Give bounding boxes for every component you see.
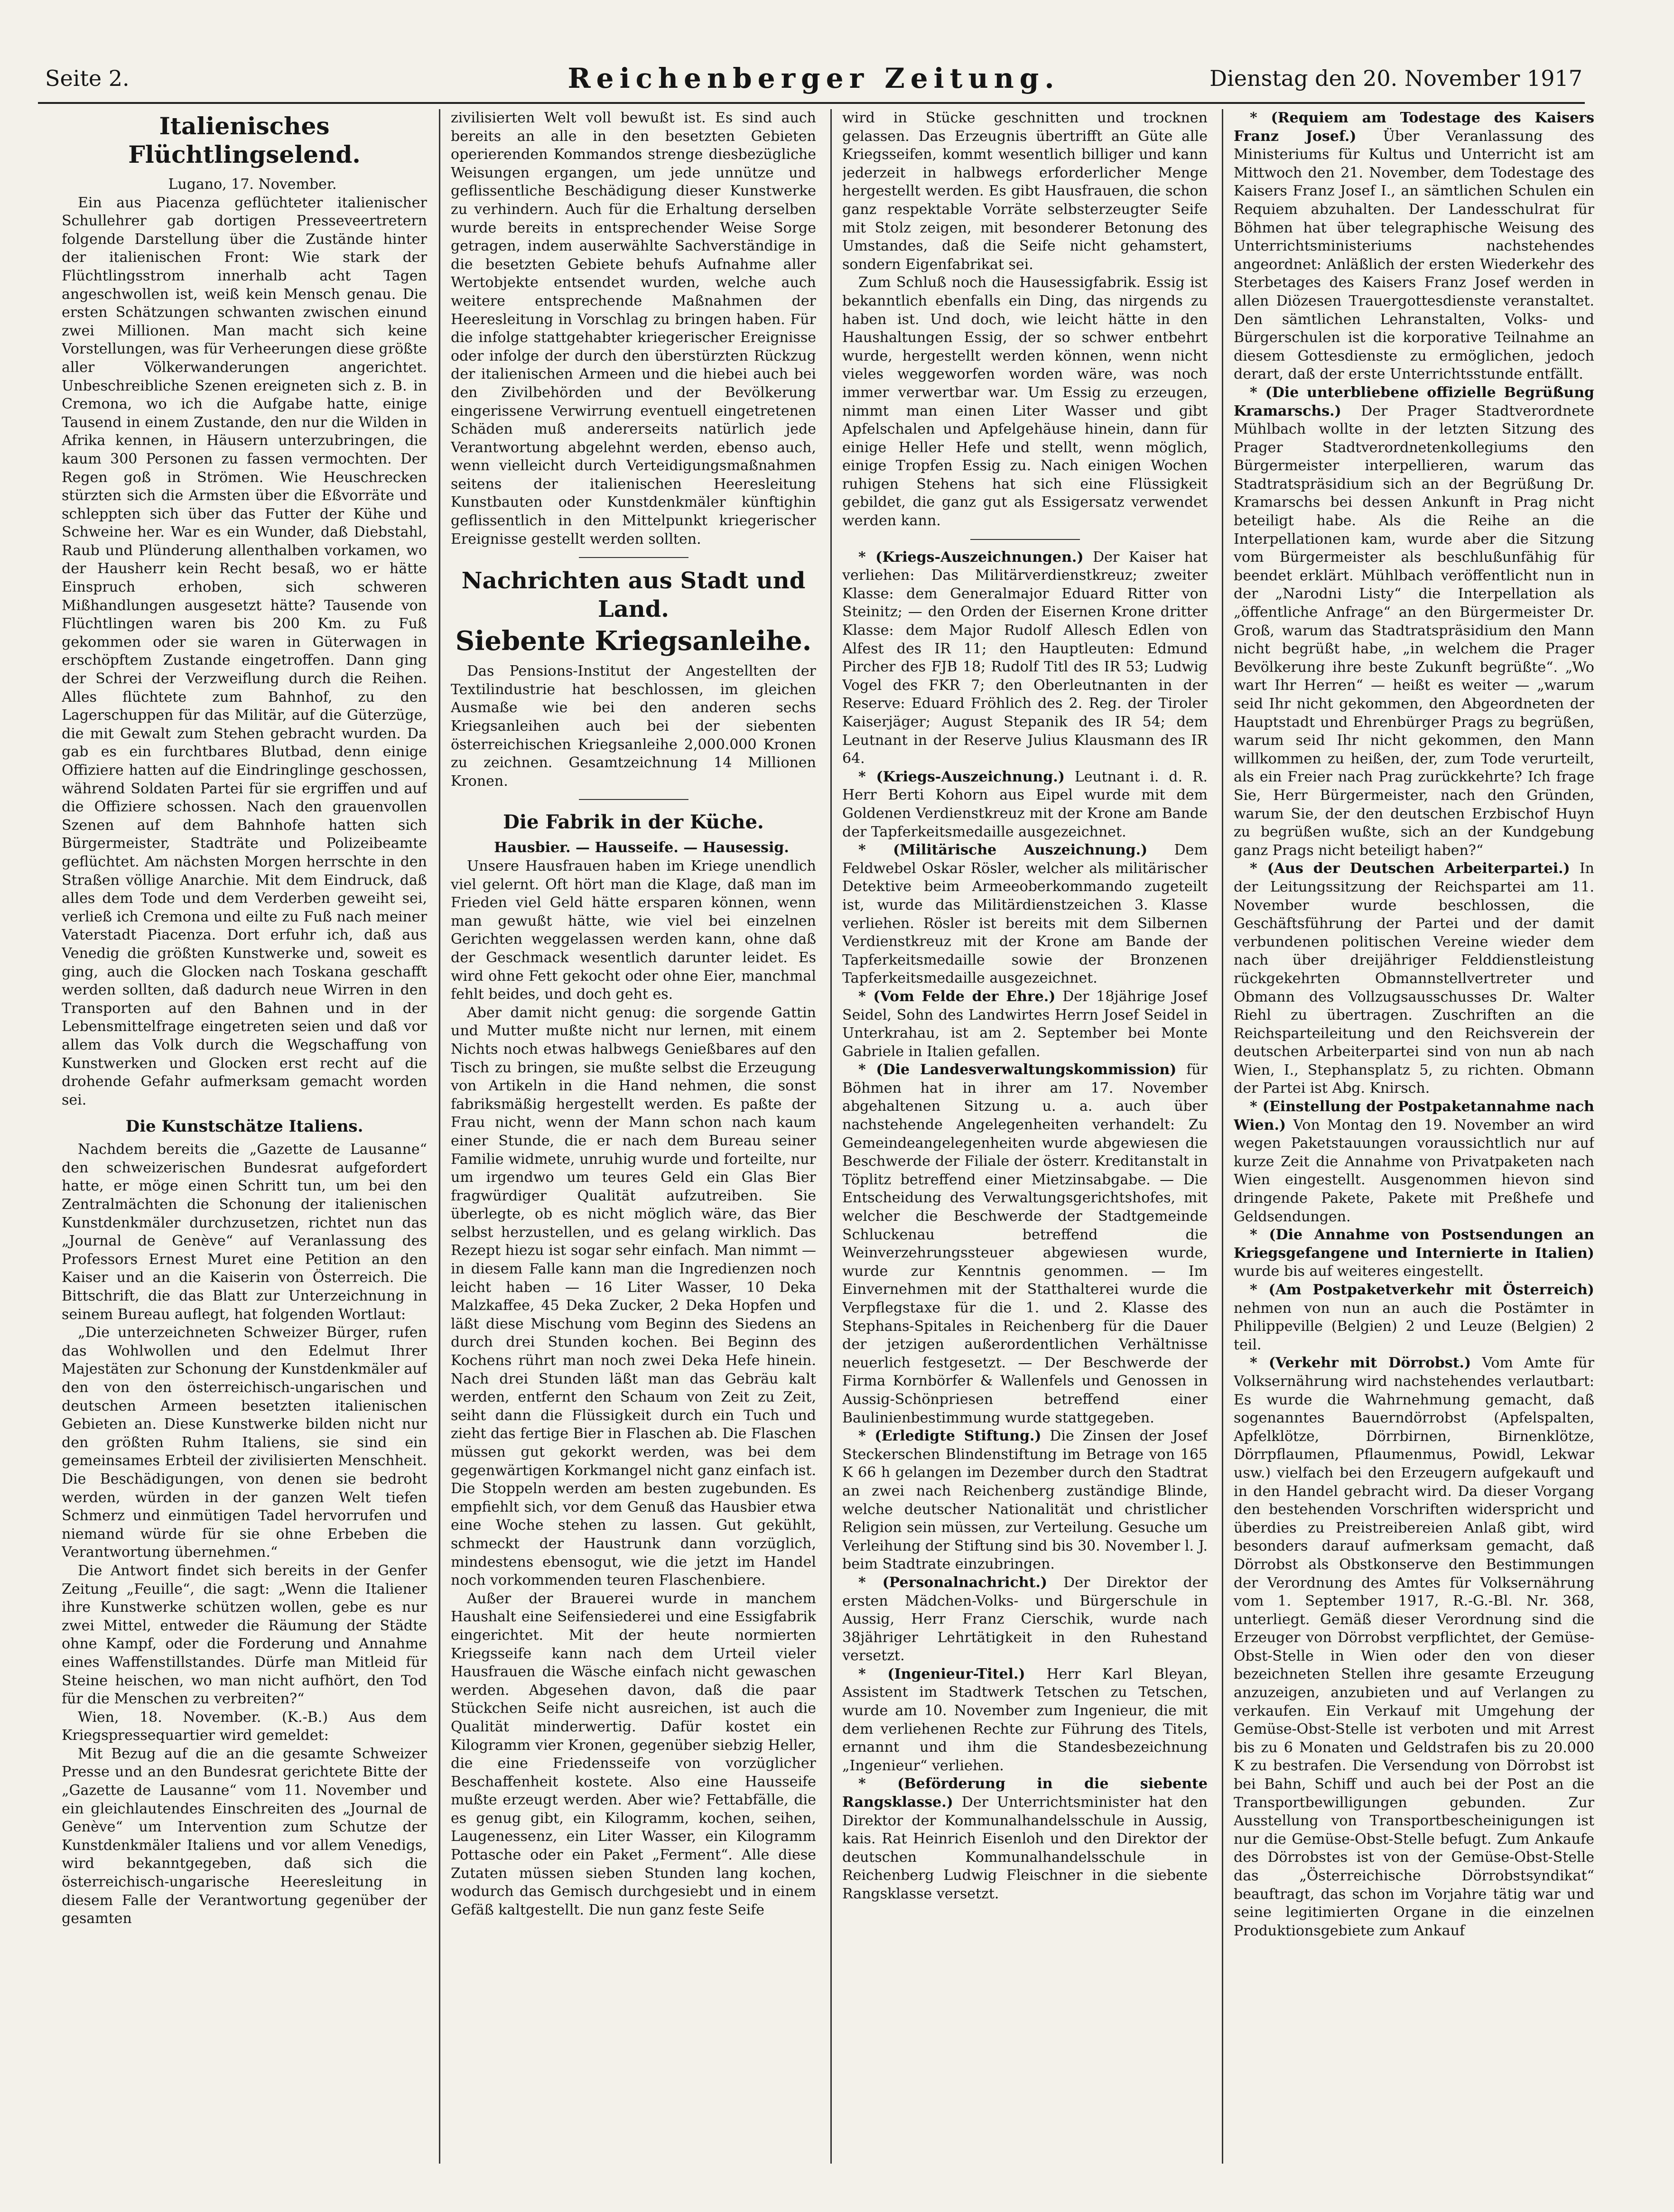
article-paragraph: Mit Bezug auf die an die gesamte Schweizer Presse und an den Bundesrat gerichtete Bitte der „Gazette de Lausanne“ vom 11. November und ein gleichlautendes Einschreiten des „Journal de Genève“ um Intervention zum Schutze der Kunstdenkmäler Italiens und vor allem Venedigs, wird bekanntgegeben, daß sich die österreichisch-ungarische Heeresleitung in diesem Falle der Verantwortung gegenüber der gesamten <box>62 1745 427 1927</box>
column-divider <box>1222 109 1223 2164</box>
news-item <box>842 1665 1208 1775</box>
news-item-text: Dem Feldwebel Oskar Rösler, welcher als militärischer Detektive beim Armeeoberkommando zugeteilt ist, wurde das Militärdienstzeichen 3. Klasse verliehen. Rösler ist bereits mit dem Silbernen Verdienstkreuz mit der Krone am Bande der Tapferkeitsmedaille sowie der Bronzenen Tapferkeitsmedaille ausgezeichnet. <box>842 842 1208 987</box>
news-item-text: Der Kaiser hat verliehen: Das Militärverdienstkreuz; zweiter Klasse: dem Generalmajor Eduard Ritter von Steinitz; — den Orden der Eisernen Krone dritter Klasse: dem Major Rudolf Allesch Edlen von Alfest des IR 11; den Hauptleuten: Edmund Pircher des FJB 18; Rudolf Titl des IR 53; Ludwig Vogel des FKR 7; den Oberleutnanten in der Reserve: Eduard Fröhlich des 2. Reg. der Tiroler Kaiserjäger; August Stepanik des IR 54; dem Leutnant in der Reserve Julius Klausmann des IR 64. <box>842 548 1208 767</box>
news-item-title: * (Personalnachricht.) <box>858 1574 1048 1591</box>
column-2 <box>451 109 816 2178</box>
article-paragraph: Zum Schluß noch die Hausessigfabrik. Essig ist bekanntlich ebenfalls ein Ding, das nirgends zu haben ist. Und doch, wie leicht hätte in den Haushaltungen Essig, der so schwer entbehrt wurde, hergestellt werden können, wenn nicht vieles weggeworfen worden wäre, was noch immer verwertbar war. Um Essig zu erzeugen, nimmt man einen Liter Wasser und gibt Apfelschalen und Apfelgehäuse hinein, dann für einige Heller Hefe und stellt, wenn möglich, einige Tropfen Essig zu. Nach einigen Wochen ruhigen Stehens hat sich eine Flüssigkeit gebildet, die ganz gut als Essigersatz verwendet werden kann. <box>842 274 1208 530</box>
news-item <box>842 548 1208 768</box>
page-number: Seite 2. <box>45 65 130 91</box>
newspaper-title: Reichenberger Zeitung. <box>567 62 1060 94</box>
news-item <box>842 988 1208 1061</box>
news-item-title: * (Aus der Deutschen Arbeiterpartei.) <box>1250 860 1570 877</box>
news-item-text: In der Leitungssitzung der Reichspartei am 11. November wurde beschlossen, die Geschäftsführung der Partei und der damit verbundenen politischen Vereine wieder dem nach über dreijähriger Felddienstleistung rückgekehrten Obmannstellvertreter und Obmann des Vollzugsausschusses Dr. Walter Riehl zu übertragen. Zuschriften an die Reichsparteileitung und den Reichsverein der deutschen Arbeiterpartei sind von nun ab nach Wien, I., Stephansplatz 5, zu richten. Obmann der Partei ist Abg. Knirsch. <box>1234 860 1594 1097</box>
news-item <box>842 1775 1208 1903</box>
news-item <box>1234 1354 1594 1940</box>
article-paragraph: Wien, 18. November. (K.-B.) Aus dem Kriegspressequartier wird gemeldet: <box>62 1709 427 1744</box>
news-item <box>1234 109 1594 384</box>
news-item-text: nehmen von nun an auch die Postämter in Philippeville (Belgien) 2 und Leuze (Belgien) 2 teil. <box>1234 1300 1594 1353</box>
news-item <box>842 841 1208 988</box>
column-divider <box>830 109 832 2164</box>
column-4 <box>1234 109 1594 2178</box>
news-item-text: Der Prager Stadtverordnete Mühlbach wollte in der letzten Sitzung des Prager Stadtverordnetenkollegiums den Bürgermeister interpellieren, warum das Stadtratspräsidium sich an der Begrüßung Dr. Kramarschs bei dessen Ankunft in Prag nicht beteiligt habe. Als die Reihe an die Interpellationen kam, wurde aber die Sitzung vom Bürgermeister als beschlußunfähig für beendet erklärt. Mühlbach veröffentlicht nun in der „Narodni Listy“ die Interpellation als „öffentliche Anfrage“ an den Bürgermeister Dr. Groß, warum das Stadtratspräsidium den Mann nicht begrüßt habe, „in welchem die Prager Bevölkerung ihre beste Zukunft begrüßte“. „Wo wart Ihr Herren“ — heißt es weiter — „warum seid Ihr nicht gekommen, den Abgeordneten der Hauptstadt und Ehrenbürger Prags zu begrüßen, warum seid Ihr nicht gekommen, den Mann willkommen zu heißen, der, zum Tode verurteilt, als ein Freier nach Prag zurückkehrte? Ich frage Sie, Herr Bürgermeister, nach den Gründen, warum Sie, der den deutschen Erzbischof Huyn zu begrüßen wußte, sich an der Kundgebung ganz Prags nicht beteiligt haben?“ <box>1234 402 1594 859</box>
news-item-text: Herr Karl Bleyan, Assistent im Stadtwerk Tetschen zu Tetschen, wurde am 10. November zum Ingenieur, die mit dem verliehenen Rechte zur Führung des Titels, ernannt und ihm die Standesbezeichnung „Ingenieur“ verliehen. <box>842 1665 1208 1774</box>
news-item-title: * (Militärische Auszeichnung.) <box>858 842 1148 859</box>
article-paragraph: „Die unterzeichneten Schweizer Bürger, rufen das Wohlwollen und den Edelmut Ihrer Majestäten zur Schonung der Kunstdenkmäler auf den von den österreichisch-ungarischen und deutschen Armeen besetzten italienischen Gebieten an. Diese Kunstwerke bilden nicht nur den größten Ruhm Italiens, sie sind ein gemeinsames Erbteil der zivilisierten Menschheit. Die Beschädigungen, von denen sie bedroht werden, würden in der ganzen Welt tiefen Schmerz und einmütigen Tadel hervorrufen und niemand würde für sie ohne Erbeben die Verantwortung übernehmen.“ <box>62 1324 427 1561</box>
news-item-title: * (Die Annahme von Postsendungen an Kriegsgefangene und Internierte in Italien) <box>1234 1227 1594 1262</box>
news-item <box>1234 860 1594 1098</box>
news-item-title: * (Kriegs-Auszeichnung.) <box>858 768 1065 785</box>
news-item-title: * (Die Landesverwaltungskommission) <box>858 1061 1177 1078</box>
news-item-text: Vom Amte für Volksernährung wird nachstehendes verlautbart: Es wurde die Wahrnehmung gemacht, daß sogenanntes Bauerndörrobst (Apfelspalten, Apfelklötze, Dörrbirnen, Birnenklötze, Dörrpflaumen, Pflaumenmus, Powidl, Lekwar usw.) vielfach bei den Erzeugern aufgekauft und in den Handel gebracht wird. Da dieser Vorgang den bestehenden Vorschriften widerspricht und überdies zu Preistreibereien Anlaß gibt, wird besonders darauf aufmerksam gemacht, daß Dörrobst als Obstkonserve den Bestimmungen der Verordnung des Amtes für Volksernährung vom 1. September 1917, R.-G.-Bl. Nr. 368, unterliegt. Gemäß dieser Verordnung sind die Erzeuger von Dörrobst verpflichtet, der Gemüse-Obst-Stelle in Wien oder den von dieser bezeichneten Stellen ihre gesamte Erzeugung anzuzeigen, anzubieten und auf Verlangen zu verkaufen. Ein Verkauf mit Umgehung der Gemüse-Obst-Stelle ist verboten und mit Arrest bis zu 6 Monaten und Geldstrafen bis zu 20.000 K zu bestrafen. Die Versendung von Dörrobst ist bei Bahn, Schiff und auch bei der Post an die Transportbewilligungen gebunden. Zur Ausstellung von Transportbescheinigungen ist nur die Gemüse-Obst-Stelle befugt. Zum Ankaufe des Dörrobstes ist von der Gemüse-Obst-Stelle das „Österreichische Dörrobstsyndikat“ beauftragt, das schon im Vorjahre tätig war und seine legitimierten Organe in die einzelnen Produktionsgebiete zum Ankauf <box>1234 1355 1594 1939</box>
news-item <box>842 1061 1208 1427</box>
news-item-text: für Böhmen hat in ihrer am 17. November abgehaltenen Sitzung u. a. auch über nachstehende Angelegenheiten verhandelt: Zu Gemeindeangelegenheiten wurde abgewiesen die Beschwerde der Filiale der österr. Kreditanstalt in Töplitz betreffend einer Mietzinsabgabe. — Die Entscheidung des Verwaltungsgerichtshofes, mit welcher die Beschwerde der Stadtgemeinde Schluckenau betreffend die Weinverzehrungssteuer abgewiesen wurde, wurde zur Kenntnis genommen. — Im Einvernehmen mit der Statthalterei wurde die Verpflegstaxe für die 1. und 2. Klasse des Stephans-Spitales in Reichenberg für die Dauer der jetzigen außerordentlichen Verhältnisse neuerlich festgesetzt. — Der Beschwerde der Firma Kornbörfer & Wallenfels und Genossen in Aussig-Schönpriesen betreffend einer Baulinienbestimmung wurde stattgegeben. <box>842 1061 1208 1426</box>
article-paragraph: Das Pensions-Institut der Angestellten der Textilindustrie hat beschlossen, im gleichen Ausmaße wie bei den anderen sechs Kriegsanleihen auch bei der siebenten österreichischen Kriegsanleihe 2,000.000 Kronen zu zeichnen. Gesamtzeichnung 14 Millionen Kronen. <box>451 663 816 790</box>
header-rule <box>38 102 1585 104</box>
news-item <box>842 1427 1208 1574</box>
column-1 <box>62 109 427 2178</box>
news-item-text: wurde bis auf weiteres eingestellt. <box>1234 1263 1484 1280</box>
news-item <box>842 768 1208 841</box>
news-item-title: * (Verkehr mit Dörrobst.) <box>1250 1355 1471 1372</box>
news-item <box>1234 1281 1594 1354</box>
news-item-title: * (Am Postpaketverkehr mit Österreich) <box>1250 1282 1594 1298</box>
article-headline: Die Fabrik in der Küche. <box>503 811 764 834</box>
news-item <box>1234 1098 1594 1226</box>
news-item-text: Leutnant i. d. R. Herr Berti Kohorn aus Eipel wurde mit dem Goldenen Verdienstkreuz mit der Krone am Bande der Tapferkeitsmedaille ausgezeichnet. <box>842 768 1208 840</box>
article-headline: Italienisches Flüchtlingselend. <box>128 112 361 168</box>
article-dateline: Lugano, 17. November. <box>168 176 337 193</box>
news-item-title: * (Die unterbliebene offizielle Begrüßung Kramarschs.) <box>1234 384 1594 419</box>
article-paragraph: zivilisierten Welt voll bewußt ist. Es sind auch bereits an alle in den besetzten Gebieten operierenden Kommandos strenge diesbezügliche Weisungen ergangen, um jede unnütze und geflissentliche Beschädigung dieser Kunstwerke zu verhindern. Auch für die Erhaltung derselben wurde bereits in entsprechender Weise Sorge getragen, indem auserwählte Sachverständige in die besetzten Gebiete behufs Aufnahme aller Wertobjekte entsendet wurden, welche auch weitere entsprechende Maßnahmen der Heeresleitung in Vorschlag zu bringen haben. Für die infolge stattgehabter kriegerischer Ereignisse oder infolge der durch den überstürzten Rückzug der italienischen Armeen und die hiebei auch bei den Zivilbehörden und der Bevölkerung eingerissene Verwirrung eventuell eingetretenen Schäden muß andererseits natürlich jede Verantwortung abgelehnt werden, ebenso auch, wenn vielleicht durch Verteidigungsmaßnahmen seitens der italienischen Heeresleitung Kunstbauten oder Kunstdenkmäler künftighin geflissentlich in den Mittelpunkt kriegerischer Ereignisse gestellt werden sollten. <box>451 110 816 548</box>
news-item-text: Der 18jährige Josef Seidel, Sohn des Landwirtes Herrn Josef Seidel in Unterkrahau, ist am 2. September bei Monte Gabriele in Italien gefallen. <box>842 988 1208 1060</box>
article-paragraph: Die Antwort findet sich bereits in der Genfer Zeitung „Feuille“, die sagt: „Wenn die Italiener ihre Kunstwerke schützen wollen, gebe es nur zwei Mittel, entweder die Räumung der Städte ohne Kampf, oder die Forderung und Annahme eines Waffenstillstandes. Dürfe man Mitleid für Steine heischen, wo man nicht aufhört, den Tod für die Menschen zu verbreiten?“ <box>62 1562 427 1708</box>
news-item <box>1234 384 1594 860</box>
news-item-title: * (Requiem am Todestage des Kaisers Franz Josef.) <box>1234 110 1594 145</box>
news-item <box>842 1574 1208 1665</box>
section-subheading: Siebente Kriegsanleihe. <box>455 625 812 657</box>
section-rule <box>579 799 688 800</box>
news-item-text: Der Direktor der ersten Mädchen-Volks- und Bürgerschule in Aussig, Herr Franz Cierschik, wurde nach 38jähriger Lehrtätigkeit in den Ruhestand versetzt. <box>842 1574 1208 1664</box>
issue-date: Dienstag den 20. November 1917 <box>1209 65 1582 91</box>
news-item-title: * (Erledigte Stiftung.) <box>858 1428 1042 1445</box>
article-headline: Die Kunstschätze Italiens. <box>125 1117 363 1136</box>
article-paragraph: Nachdem bereits die „Gazette de Lausanne“ den schweizerischen Bundesrat aufgefordert hatte, er möge einen Schritt tun, um bei den Zentralmächten die Schonung der italienischen Kunstdenkmäler durchzusetzen, richtet nun das „Journal de Genève“ auf Veranlassung des Professors Ernest Muret eine Petition an den Kaiser und an die Kaiserin von Österreich. Die Bittschrift, die das Blatt zur Unterzeichnung in seinem Bureau auflegt, hat folgenden Wortlaut: <box>62 1141 427 1323</box>
section-rule <box>970 539 1080 540</box>
news-item-title: * (Kriegs-Auszeichnungen.) <box>858 548 1084 566</box>
news-item-title: * (Ingenieur-Titel.) <box>858 1665 1025 1682</box>
news-item-title: * (Einstellung der Postpaketannahme nach Wien.) <box>1234 1098 1594 1134</box>
article-subheading: Hausbier. — Hausseife. — Hausessig. <box>494 839 789 856</box>
article-paragraph: wird in Stücke geschnitten und trocknen gelassen. Das Erzeugnis übertrifft an Güte alle Kriegsseifen, kommt wesentlich billiger und kann jederzeit in halbwegs erforderlicher Menge hergestellt werden. Es gibt Hausfrauen, die schon ganz respektable Vorräte selbsterzeugter Seife mit Stolz zeigen, mit besonderer Betonung des Umstandes, daß die Seife nicht gehamstert, sondern Eigenfabrikat sei. <box>842 110 1208 273</box>
article-paragraph: Außer der Brauerei wurde in manchem Haushalt eine Seifensiederei und eine Essigfabrik eingerichtet. Mit der heute normierten Kriegsseife kann nach dem Urteil vieler Hausfrauen die Wäsche einfach nicht gewaschen werden. Abgesehen davon, daß die paar Stückchen Seife nicht ausreichen, ist auch die Qualität minderwertig. Dafür kostet ein Kilogramm vier Kronen, gegenüber siebzig Heller, die eine Friedensseife von vorzüglicher Beschaffenheit kostete. Also eine Hausseife mußte erzeugt werden. Aber wie? Fettabfälle, die es genug gibt, ein Kilogramm, kochen, seihen, Laugenessenz, ein Liter Wasser, ein Kilogramm Pottasche oder ein Paket „Ferment“. Alle diese Zutaten müssen sieben Stunden lang kochen, wodurch das Gemisch durchgesiebt und in einem Gefäß kaltgestellt. Die nun ganz feste Seife <box>451 1590 816 1918</box>
news-item <box>1234 1226 1594 1281</box>
section-heading: Nachrichten aus Stadt und Land. <box>461 567 806 623</box>
section-rule <box>579 557 688 558</box>
news-item-title: * (Vom Felde der Ehre.) <box>858 988 1056 1005</box>
news-item-text: Von Montag den 19. November an wird wegen Paketstauungen voraussichtlich nur auf kurze Zeit die Annahme von Privatpaketen nach Wien eingestellt. Ausgenommen hievon sind dringende Pakete, Pakete mit Preßhefe und Geldsendungen. <box>1234 1116 1594 1225</box>
news-item-text: Über Veranlassung des Ministeriums für Kultus und Unterricht ist am Mittwoch den 21. November, dem Todestage des Kaisers Franz Josef I., an sämtlichen Schulen ein Requiem abzuhalten. Der Landesschulrat für Böhmen hat über telegraphische Weisung des Unterrichtsministeriums nachstehendes angeordnet: Anläßlich der ersten Wiederkehr des Sterbetages des Kaisers Franz Josef werden in allen Diözesen Trauergottesdienste veranstaltet. Den sämtlichen Lehranstalten, Volks- und Bürgerschulen ist die korporative Teilnahme an diesem Gottesdienste zu ermöglichen, jedoch derart, daß der erste Unterrichtsstunde entfällt. <box>1234 128 1594 383</box>
article-paragraph: Ein aus Piacenza geflüchteter italienischer Schullehrer gab dortigen Presseveertretern folgende Darstellung über die Zustände hinter der italienischen Front: Wie stark der Flüchtlingsstrom innerhalb acht Tagen angeschwollen ist, weiß kein Mensch genau. Die ersten Schätzungen schwanten zwischen einund zwei Millionen. Man macht sich keine Vorstellungen, was für Verheerungen diese größte aller Völkerwanderungen angerichtet. Unbeschreibliche Szenen ereigneten sich z. B. in Cremona, wo ich die Aufgabe hatte, einige Tausend in einem Zustande, den nur die Wilden in Afrika kennen, in Häusern unterzubringen, die kaum 300 Personen zu fassen vermochten. Der Regen goß in Strömen. Wie Heuschrecken stürzten sich die Armsten über die Eßvorräte und schleppten sich über das Futter der Kühe und Schweine her. War es ein Wunder, daß Diebstahl, Raub und Plünderung allenthalben vorkamen, wo der Hausherr kein Recht besaß, wo er hätte Einspruch erhoben, sich schweren Mißhandlungen ausgesetzt hätte? Tausende von Flüchtlingen waren bis 200 Km. zu Fuß gekommen oder sie waren in Güterwagen in erschöpftem Zustande eingetroffen. Dann ging der Schrei der Verzweiflung durch die Reihen. Alles flüchtete zum Bahnhof, zu den Lagerschuppen für das Militär, auf die Güterzüge, die mit Gewalt zum Stehen gebracht wurden. Da gab es ein furchtbares Blutbad, denn einige Offiziere hatten auf die Eindringlinge geschossen, während Soldaten Partei für sie ergriffen und auf die Offiziere schossen. Nach den grauenvollen Szenen auf dem Bahnhofe hatten sich Bürgermeister, Stadträte und Polizeibeamte geflüchtet. Am nächsten Morgen herrschte in den Straßen völlige Anarchie. Mit dem Eindruck, daß alles dem Tode und dem Verderben geweiht sei, verließ ich Cremona und eilte zu Fuß nach meiner Vaterstadt Piacenza. Dort erfuhr ich, daß aus Venedig die größten Kunstwerke und, soweit es ging, auch die Glocken nach Toskana geschafft werden sollten, daß dadurch neue Wirren in den Transporten auf den Bahnen und in der Lebensmittelfrage eingetreten seien und daß vor allem das Volk durch die Wegschaffung von Kunstwerken und Glocken erst recht auf die drohende Gefahr aufmerksam gemacht worden sei. <box>62 194 427 1108</box>
column-divider <box>439 109 440 2164</box>
article-paragraph: Aber damit nicht genug: die sorgende Gattin und Mutter mußte nicht nur lernen, mit einem Nichts noch etwas halbwegs Genießbares auf den Tisch zu bringen, sie mußte selbst die Erzeugung von Artikeln in die Hand nehmen, die sonst fabriksmäßig hergestellt werden. Es paßte der Frau nicht, wenn der Mann schon nach kaum einer Stunde, die er nach dem Bureau seiner Familie widmete, unruhig wurde und forteilte, nur um irgendwo um teures Geld ein Glas Bier fragwürdiger Qualität aufzutreiben. Sie überlegte, ob es nicht möglich wäre, das Bier selbst herzustellen, und es gelang wirklich. Das Rezept hiezu ist sogar sehr einfach. Man nimmt — in diesem Falle kann man die Ingredienzen noch leicht haben — 16 Liter Wasser, 10 Deka Malzkaffee, 45 Deka Zucker, 2 Deka Hopfen und läßt diese Mischung vom Beginn des Siedens an durch drei Stunden kochen. Bei Beginn des Kochens rührt man noch zwei Deka Hefe hinein. Nach drei Stunden läßt man das Gebräu kalt werden, entfernt den Schaum von Zeit zu Zeit, seiht dann die Flüssigkeit durch ein Tuch und zieht das fertige Bier in Flaschen ab. Die Flaschen müssen gut gekorkt werden, was bei dem gegenwärtigen Korkmangel nicht ganz einfach ist. Die Stoppeln werden am besten zugebunden. Es empfiehlt sich, vor dem Genuß das Hausbier etwa eine Woche stehen zu lassen. Gut gekühlt, schmeckt der Haustrunk dann vorzüglich, mindestens ebensogut, wie die jetzt im Handel noch vorkommenden teuren Flaschenbiere. <box>451 1004 816 1589</box>
article-paragraph: Unsere Hausfrauen haben im Kriege unendlich viel gelernt. Oft hört man die Klage, daß man im Frieden viel Geld hätte ersparen können, wenn man gewußt hätte, wie viel bei einzelnen Gerichten weggelassen werden kann, ohne daß der Geschmack wesentlich darunter leidet. Es wird ohne Fett gekocht oder ohne Eier, manchmal fehlt beides, und doch geht es. <box>451 858 816 1003</box>
news-item-text: Der Unterrichtsminister hat den Direktor der Kommunalhandelsschule in Aussig, kais. Rat Heinrich Eisenloh und den Direktor der deutschen Kommunalhandelsschule in Reichenberg Ludwig Fleischner in die siebente Rangsklasse versetzt. <box>842 1794 1208 1902</box>
column-3 <box>842 109 1208 2178</box>
news-item-text: Die Zinsen der Josef Steckerschen Blindenstiftung im Betrage von 165 K 66 h gelangen im Dezember durch den Stadtrat an zwei nach Reichenberg zuständige Blinde, welche deutscher Nationalität und christlicher Religion sein müssen, zur Verteilung. Gesuche um Verleihung der Stiftung sind bis 30. November l. J. beim Stadtrate einzubringen. <box>842 1428 1208 1573</box>
masthead <box>45 56 1582 101</box>
news-item-title: * (Beförderung in die siebente Rangsklasse.) <box>842 1775 1208 1811</box>
